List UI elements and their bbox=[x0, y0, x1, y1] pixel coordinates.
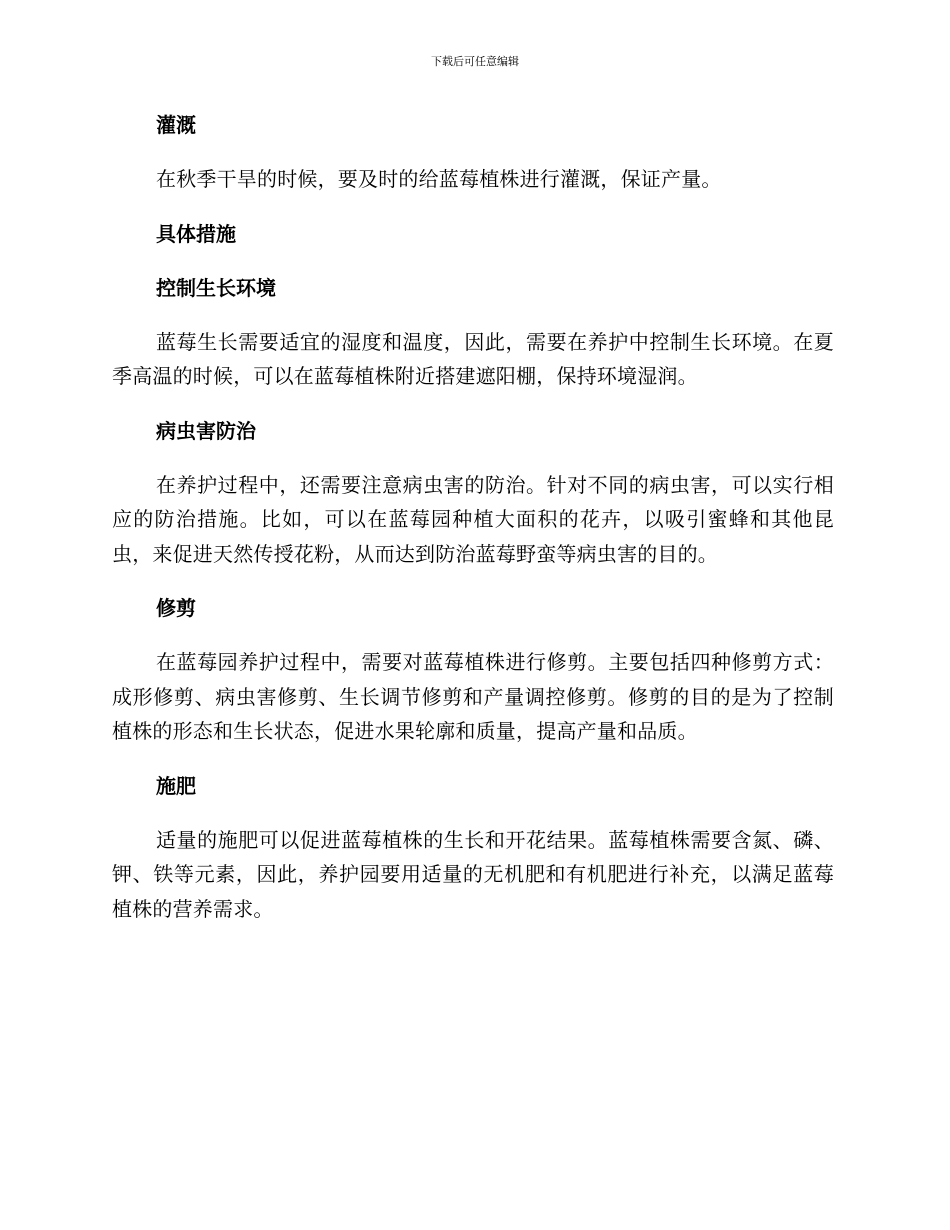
paragraph-irrigation: 在秋季干旱的时候，要及时的给蓝莓植株进行灌溉，保证产量。 bbox=[156, 167, 722, 191]
paragraph-pests: 在养护过程中，还需要注意病虫害的防治。针对不同的病虫害，可以实行相应的防治措施。比如，可以在蓝莓园种植大面积的花卉，以吸引蜜蜂和其他昆虫，来促进天然传授花粉，从而达到防治蓝莓野蛮等病虫害的目的。 bbox=[112, 472, 834, 566]
heading-fertilizing: 施肥 bbox=[156, 773, 196, 798]
heading-pests: 病虫害防治 bbox=[156, 418, 256, 443]
paragraph-environment: 蓝莓生长需要适宜的湿度和温度，因此，需要在养护中控制生长环境。在夏季高温的时候，可以在蓝莓植株附近搭建遮阳棚，保持环境湿润。 bbox=[112, 329, 834, 388]
heading-measures: 具体措施 bbox=[156, 221, 236, 246]
heading-pruning: 修剪 bbox=[156, 596, 196, 620]
paragraph-pruning: 在蓝莓园养护过程中，需要对蓝莓植株进行修剪。主要包括四种修剪方式：成形修剪、病虫害修剪、生长调节修剪和产量调控修剪。修剪的目的是为了控制植株的形态和生长状态，促进水果轮廓和质量，提高产量和品质。 bbox=[112, 650, 834, 743]
document-body bbox=[112, 108, 834, 926]
heading-irrigation: 灌溉 bbox=[156, 113, 196, 137]
paragraph-fertilizing: 适量的施肥可以促进蓝莓植株的生长和开花结果。蓝莓植株需要含氮、磷、钾、铁等元素，因此，养护园要用适量的无机肥和有机肥进行补充，以满足蓝莓植株的营养需求。 bbox=[112, 827, 834, 921]
heading-environment: 控制生长环境 bbox=[156, 275, 276, 300]
header-note: 下载后可任意编辑 bbox=[431, 55, 519, 68]
